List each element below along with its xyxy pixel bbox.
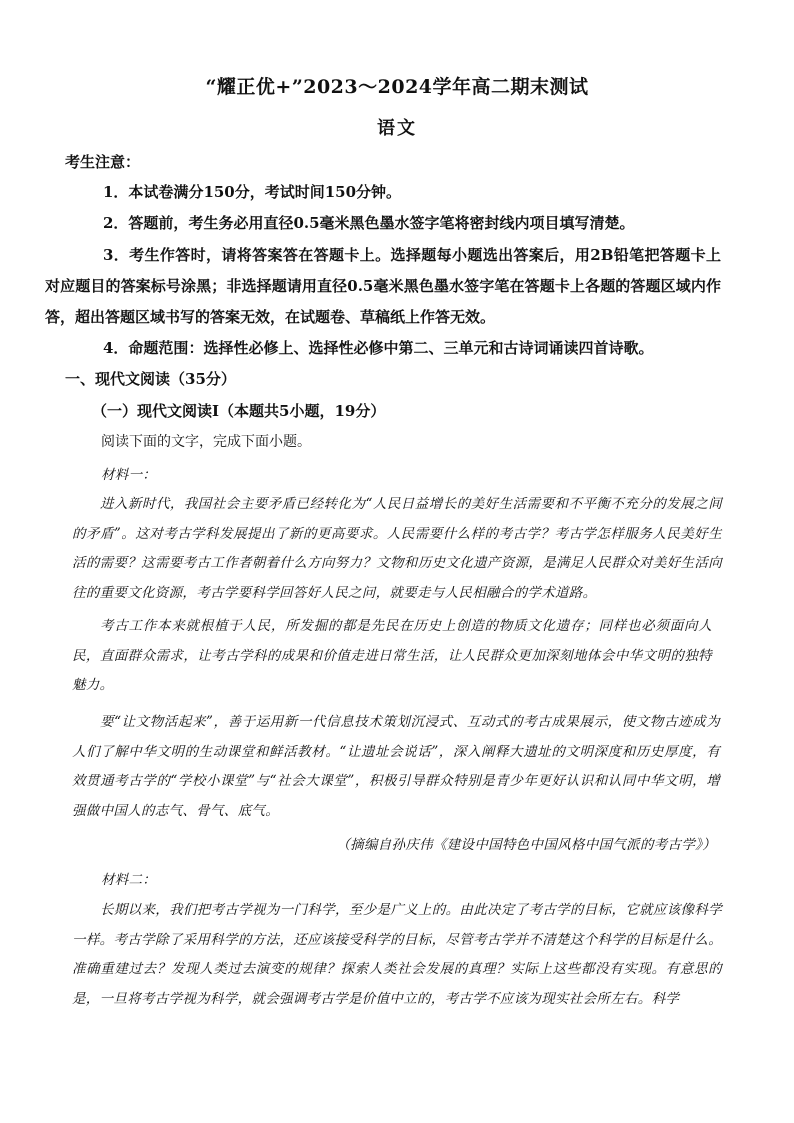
material2-paragraph-1: 长期以来，我们把考古学视为一门科学，至少是广义上的。由此决定了考古学的目标，它就应该像科学一样。考古学除了采用科学的方法，还应该接受科学的目标，尽管考古学并不清楚这个科学的目标是什么。准确重建过去？发现人类过去演变的规律？探索人类社会发展的真理？实际上这些都没有实现。有意思的是，一旦将考古学视为科学，就会强调考古学是价值中立的，考古学不应该为现实社会所左右。科学 [72,902,722,1007]
material1-paragraph-2: 考古工作本来就根植于人民，所发掘的都是先民在历史上创造的物质文化遗存；同样也必须面向人民，直面群众需求，让考古学科的成果和价值走进日常生活，让人民群众更加深刻地体会中华文明的独特魅力。 [72,618,712,693]
notice-item-3: 3．考生作答时，请将答案答在答题卡上。选择题每小题选出答案后，用2B铅笔把答题卡上对应题目的答案标号涂黑；非选择题请用直径0.5毫米黑色墨水签字笔在答题卡上各题的答题区域内作答，超出答题区域书写的答案无效，在试题卷、草稿纸上作答无效。 [45,246,721,326]
section-heading: 一、现代文阅读（35分） [65,370,236,388]
section-subheading: （一）现代文阅读Ⅰ（本题共5小题，19分） [92,402,386,420]
notice-item-4: 4．命题范围：选择性必修上、选择性必修中第二、三单元和古诗词诵读四首诗歌。 [103,339,654,357]
material1-paragraph-3: 要“让文物活起来”，善于运用新一代信息技术策划沉浸式、互动式的考古成果展示，使文物古迹成为人们了解中华文明的生动课堂和鲜活教材。“让遗址会说话”，深入阐释大遗址的文明深度和历史厚度，有效贯通考古学的“学校小课堂”与“社会大课堂”，积极引导群众特别是青少年更好认识和认同中华文明，增强做中国人的志气、骨气、底气。 [72,714,720,819]
exam-title: “耀正优+”2023～2024学年高二期末测试 [205,76,589,98]
material1-paragraph-1: 进入新时代，我国社会主要矛盾已经转化为“人民日益增长的美好生活需要和不平衡不充分的发展之间的矛盾”。这对考古学科发展提出了新的更高要求。人民需要什么样的考古学？考古学怎样服务人民美好生活的需要？这需要考古工作者朝着什么方向努力？文物和历史文化遗产资源，是满足人民群众对美好生活向往的重要文化资源，考古学要科学回答好人民之问，就要走与人民相融合的学术道路。 [72,496,722,601]
reading-instruction: 阅读下面的文字，完成下面小题。 [101,434,311,450]
material2-label: 材料二： [101,872,157,888]
subject-title: 语文 [377,118,417,139]
notice-item-2: 2．答题前，考生务必用直径0.5毫米黑色墨水签字笔将密封线内项目填写清楚。 [103,214,635,232]
material1-label: 材料一： [101,467,157,483]
material1-source: （摘编自孙庆伟《建设中国特色中国风格中国气派的考古学》） [336,837,716,853]
notice-item-1: 1．本试卷满分150分，考试时间150分钟。 [103,183,402,201]
notice-heading: 考生注意： [65,153,141,171]
